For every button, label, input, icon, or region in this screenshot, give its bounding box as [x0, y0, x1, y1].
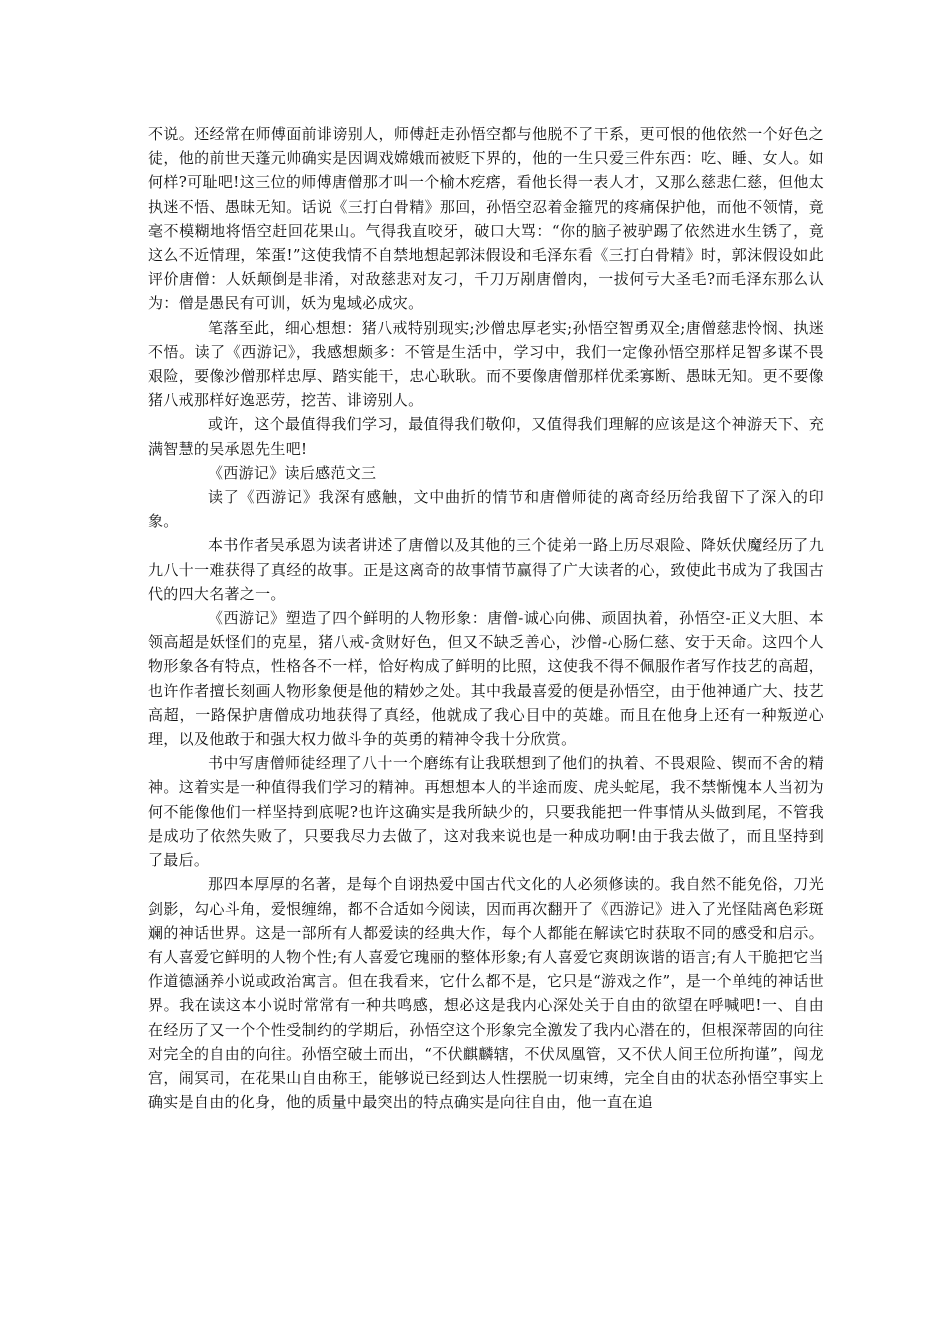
section-heading: 《西游记》读后感范文三	[208, 463, 377, 482]
paragraph-2: 笔落至此，细心想想：猪八戒特别现实;沙僧忠厚老实;孙悟空智勇双全;唐僧慈悲怜悯、执迷不悟。读了《西游记》，我感想颇多：不管是生活中，学习中，我们一定像孙悟空那样足智多谋不畏艰险，要像沙僧那样忠厚、踏实能干，忠心耿耿。而不要像唐僧那样优柔寡断、愚昧无知。更不要像猪八戒那样好逸恶劳，挖苦、诽谤别人。	[148, 318, 824, 410]
paragraph-1: 不说。还经常在师傅面前诽谤别人，师傅赶走孙悟空都与他脱不了干系，更可恨的他依然一个好色之徒，他的前世天蓬元帅确实是因调戏嫦娥而被贬下界的，他的一生只爱三件东西：吃、睡、女人。如何样?可耻吧!这三位的师傅唐僧那才叫一个榆木疙瘩，看他长得一表人才，又那么慈悲仁慈，但他太执迷不悟、愚昧无知。话说《三打白骨精》那回，孙悟空忍着金箍咒的疼痛保护他，而他不领情，竟毫不模糊地将悟空赶回花果山。气得我直咬牙，破口大骂：“你的脑子被驴踢了依然进水生锈了，竟这么不近情理，笨蛋!”这使我情不自禁地想起郭沫假设和毛泽东看《三打白骨精》时，郭沫假设如此评价唐僧：人妖颠倒是非淆，对敌慈悲对友刁，千刀万剐唐僧肉，一拔何亏大圣毛?而毛泽东那么认为：僧是愚民有可训，妖为鬼域必成灾。	[148, 125, 824, 313]
paragraph-3: 或许，这个最值得我们学习，最值得我们敬仰，又值得我们理解的应该是这个神游天下、充满智慧的吴承恩先生吧!	[148, 415, 824, 458]
paragraph-6: 本书作者吴承恩为读者讲述了唐僧以及其他的三个徒弟一路上历尽艰险、降妖伏魔经历了九九八十一难获得了真经的故事。正是这离奇的故事情节赢得了广大读者的心，致使此书成为了我国古代的四大名著之一。	[148, 536, 824, 603]
paragraph-9: 那四本厚厚的名著，是每个自诩热爱中国古代文化的人必须修读的。我自然不能免俗，刀光剑影，勾心斗角，爱恨缠绵，都不合适如今阅读，因而再次翻开了《西游记》进入了光怪陆离色彩斑斓的神话世界。这是一部所有人都爱读的经典大作，每个人都能在解读它时获取不同的感受和启示。有人喜爱它鲜明的人物个性;有人喜爱它瑰丽的整体形象;有人喜爱它爽朗诙谐的语言;有人干脆把它当作道德涵养小说或政治寓言。但在我看来，它什么都不是，它只是“游戏之作”，是一个单纯的神话世界。我在读这本小说时常常有一种共鸣感，想必这是我内心深处关于自由的欲望在呼喊吧!一、自由在经历了又一个个性受制约的学期后，孙悟空这个形象完全激发了我内心潜在的，但根深蒂固的向往对完全的自由的向往。孙悟空破土而出，“不伏麒麟辖，不伏凤凰管，又不伏人间王位所拘谨”，闯龙宫，闹冥司，在花果山自由称王，能够说已经到达人性摆脱一切束缚，完全自由的状态孙悟空事实上确实是自由的化身，他的质量中最突出的特点确实是向往自由，他一直在追	[148, 875, 824, 1112]
document-page	[148, 122, 824, 1114]
paragraph-7: 《西游记》塑造了四个鲜明的人物形象：唐僧-诚心向佛、顽固执着，孙悟空-正义大胆、本领高超是妖怪们的克星，猪八戒-贪财好色，但又不缺乏善心，沙僧-心肠仁慈、安于天命。这四个人物形象各有特点，性格各不一样，恰好构成了鲜明的比照，这使我不得不佩服作者写作技艺的高超，也许作者擅长刻画人物形象便是他的精妙之处。其中我最喜爱的便是孙悟空，由于他神通广大、技艺高超，一路保护唐僧成功地获得了真经，他就成了我心目中的英雄。而且在他身上还有一种叛逆心理，以及他敢于和强大权力做斗争的英勇的精神令我十分欣赏。	[148, 609, 824, 749]
paragraph-8: 书中写唐僧师徒经理了八十一个磨练有让我联想到了他们的执着、不畏艰险、锲而不舍的精神。这着实是一种值得我们学习的精神。再想想本人的半途而废、虎头蛇尾，我不禁惭愧本人当初为何不能像他们一样坚持到底呢?也许这确实是我所缺少的，只要我能把一件事情从头做到尾，不管我是成功了依然失败了，只要我尽力去做了，这对我来说也是一种成功啊!由于我去做了，而且坚持到了最后。	[148, 754, 824, 870]
paragraph-5: 读了《西游记》我深有感触，文中曲折的情节和唐僧师徒的离奇经历给我留下了深入的印象。	[148, 488, 824, 531]
